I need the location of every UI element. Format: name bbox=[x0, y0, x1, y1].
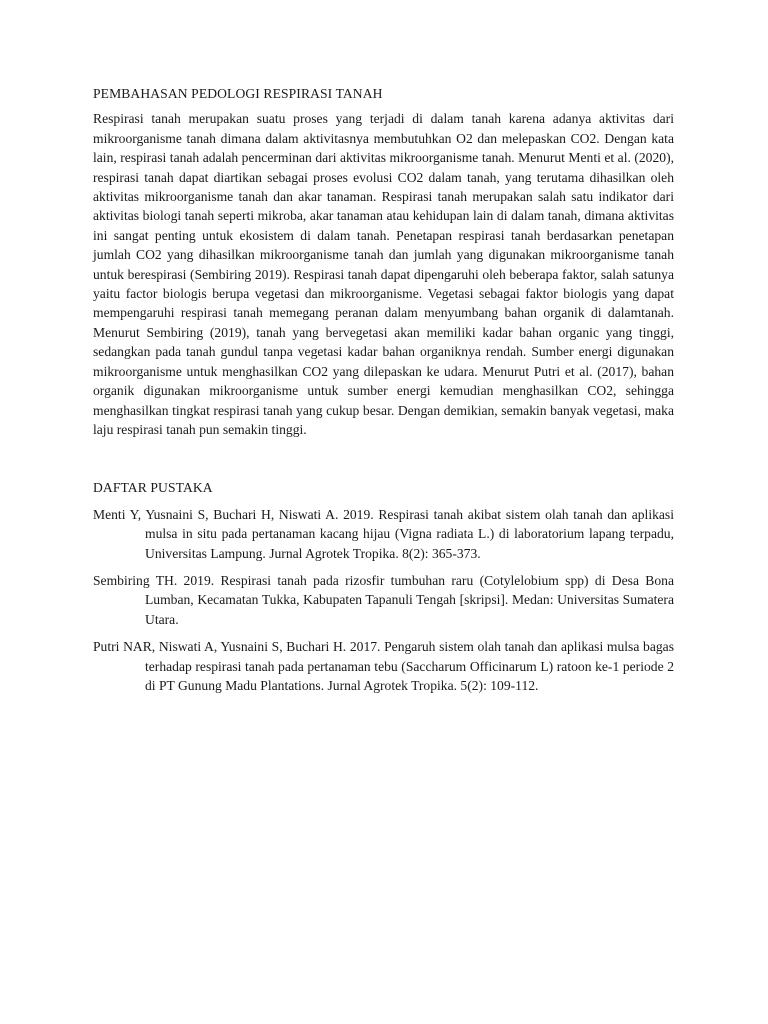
reference-item: Sembiring TH. 2019. Respirasi tanah pada rizosfir tumbuhan raru (Cotylelobium spp) di Desa Bona Lumban, Kecamatan Tukka, Kabupaten Tapanuli Tengah [skripsi]. Medan: Universitas Sumatera Utara. bbox=[93, 572, 674, 627]
body-paragraph: Respirasi tanah merupakan suatu proses yang terjadi di dalam tanah karena adanya aktivitas dari mikroorganisme tanah dimana dalam aktivitasnya membutuhkan O2 dan melepaskan CO2. Dengan kata lain, respirasi tanah adalah pencerminan dari aktivitas mikroorganisme tanah. Menurut Menti et al. (2020), respirasi tanah dapat diartikan sebagai proses evolusi CO2 dalam tanah, yang terutama dihasilkan oleh aktivitas mikroorganisme tanah dan akar tanaman. Respirasi tanah merupakan salah satu indikator dari aktivitas biologi tanah seperti mikroba, akar tanaman atau kehidupan lain di dalam tanah, dimana aktivitas ini sangat penting untuk ekosistem di dalam tanah. Penetapan respirasi tanah berdasarkan penetapan jumlah CO2 yang dihasilkan mikroorganisme tanah dan jumlah yang digunakan mikroorganisme tanah untuk berespirasi (Sembiring 2019). Respirasi tanah dapat dipengaruhi oleh beberapa faktor, salah satunya yaitu factor biologis berupa vegetasi dan mikroorganisme. Vegetasi sebagai faktor biologis yang dapat mempengaruhi respirasi tanah memegang peranan dalam menyumbang bahan organik di dalamtanah. Menurut Sembiring (2019), tanah yang bervegetasi akan memiliki kadar bahan organic yang tinggi, sedangkan pada tanah gundul tanpa vegetasi kadar bahan organiknya rendah. Sumber energi digunakan mikroorganisme untuk menghasilkan CO2 yang dilepaskan ke udara. Menurut Putri et al. (2017), bahan organik digunakan mikroorganisme untuk sumber energi kemudian menghasilkan CO2, sehingga menghasilkan tingkat respirasi tanah yang cukup besar. Dengan demikian, semakin banyak vegetasi, maka laju respirasi tanah pun semakin tinggi. bbox=[93, 111, 674, 437]
reference-item: Menti Y, Yusnaini S, Buchari H, Niswati A. 2019. Respirasi tanah akibat sistem olah tanah dan aplikasi mulsa in situ pada pertanaman kacang hijau (Vigna radiata L.) di laboratorium lapang terpadu, Universitas Lampung. Jurnal Agrotek Tropika. 8(2): 365-373. bbox=[93, 506, 674, 561]
reference-item: Putri NAR, Niswati A, Yusnaini S, Buchari H. 2017. Pengaruh sistem olah tanah dan aplikasi mulsa bagas terhadap respirasi tanah pada pertanaman tebu (Saccharum Officinarum L) ratoon ke-1 periode 2 di PT Gunung Madu Plantations. Jurnal Agrotek Tropika. 5(2): 109-112. bbox=[93, 639, 674, 693]
references-heading: DAFTAR PUSTAKA bbox=[93, 480, 213, 496]
reference-list bbox=[93, 505, 674, 696]
document-page bbox=[93, 84, 674, 703]
document-title: PEMBAHASAN PEDOLOGI RESPIRASI TANAH bbox=[93, 86, 383, 101]
